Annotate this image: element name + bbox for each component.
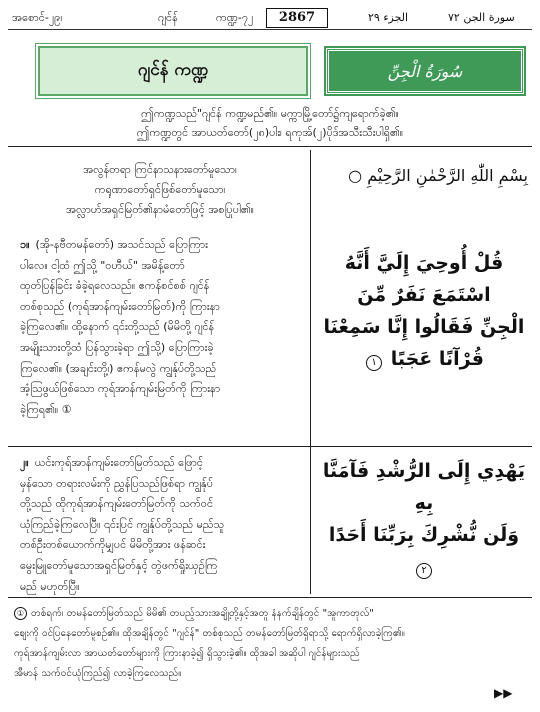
verse-line: မွေးမြူတော်မူသောအရှင်မြတ်နှင့် တွဲဖက်ရှိုးယှဉ်ကြ — [20, 558, 218, 572]
verse-line: အံ့သြဖွယ်ဖြစ်သော ကုရ်အာန်ကျမ်းမြတ်ကို ကြားနာ — [20, 382, 221, 396]
verse-line: ကြလေ၏။ (အချင်းတို့၊) ဧကန်မလွဲ ကျွန်ုပ်တို့သည် — [20, 361, 217, 375]
verse-2-translation — [20, 453, 302, 597]
continue-arrows-icon: ▶▶ — [494, 686, 513, 700]
sura-banner — [8, 42, 532, 100]
verse-line: အမျိုးသားတို့ထံ ပြန်သွားခဲ့ရာ ဤသို့) ပြောကြားခဲ့ — [20, 340, 214, 354]
verse-line: မည် မဟုတ်ပြီ။ — [20, 579, 80, 593]
verse-line: ၁။ (အို-နဗီတမန်တော်) အသင်သည် ပြောကြား — [20, 238, 208, 251]
basmala-line: ကရုဏာတော်ရှင်ဖြစ်တော်မူသော၊ — [94, 183, 226, 196]
verse-number: ၁။ — [20, 238, 30, 251]
divider-middle — [8, 446, 532, 447]
page-number: 2867 — [266, 8, 328, 28]
footnote-line: ကုရ်အာန်ကျမ်းလာ အာယတ်တော်များကို ကြားနာခဲ့၍ ရှိသွားခဲ့၏။ ထိုအခါ အဆိုပါ ဂျင်န်များသည် — [14, 648, 360, 659]
arabic-line: الْجِنِّ فَقَالُوا إِنَّا سَمِعْنَا قُرْآنًا عَجَبًا ١ — [323, 316, 525, 370]
verse-number: ၂။ — [20, 456, 29, 469]
footnote-line: ဈေးကို ဝင်ပြနေတော်မူစဉ်၏။ ထိုအချိန်တွင် "ဂျင်န်" တစ်စုသည် တမန်တော်မြတ်ရှိရာသို့ ရောက်ရှိလာခဲ့ကြ၏။ — [14, 628, 405, 639]
verse-line: ပါလေ။ ငါ့ထံ ဤသို့ "ဝဟီယ်" အမိန့်တော် — [20, 258, 185, 272]
sura-name-label: ဂျင်န် — [158, 11, 178, 24]
juz-label-arabic: الجزء ٢٩ — [368, 11, 409, 24]
verse-2-arabic — [318, 455, 530, 583]
footnote — [14, 604, 530, 684]
basmala-line: အလွန်တရာ ကြင်နာသနားတော်မူသော၊ — [83, 163, 237, 176]
sura-title-arabic: سُورَةُ الْجِنِّ — [387, 61, 463, 81]
verse-line: တို့သည် ထိုကုရ်အာန်ကျမ်းတော်မြတ်ကို သက်ဝင် — [20, 497, 214, 511]
verse-1-arabic — [318, 247, 530, 375]
divider-footnote — [8, 597, 532, 598]
verse-line: ထုတ်ပြန်ခြင်း ခံခဲ့ရလေသည်။ ဧကန်စင်စစ် ဂျင်န် — [20, 279, 210, 293]
intro-line-2: ဤကဏ္ဍတွင် အာယတ်တော်(၂၈)ပါး၊ ရကုအ်(၂)ပိုဒ်အသီးသီးပါရှိ၏။ — [136, 126, 404, 139]
sura-label-arabic: سورة الجن ٧٢ — [448, 11, 515, 24]
ayah-number-mark: ٢ — [416, 563, 432, 579]
basmala-translation — [20, 160, 300, 220]
column-divider — [310, 150, 311, 594]
page-header — [8, 8, 532, 30]
footnote-line: ① တစ်ရက်၊ တမန်တော်မြတ်သည် မိမိ၏ တပည့်သားအချို့တို့နှင့်အတူ နံနက်ချိန်တွင် "အူကာတုလ်" — [14, 604, 530, 624]
arabic-line: وَلَن نُّشْرِكَ بِرَبِّنَا أَحَدًا ٢ — [318, 519, 530, 583]
arabic-line: يَهْدِي إِلَى الرُّشْدِ فَآمَنَّا بِهِ — [322, 460, 526, 514]
arabic-line: قُلْ أُوحِيَ إِلَيَّ أَنَّهُ اسْتَمَعَ نَفَرٌ مِّنَ — [344, 252, 504, 306]
volume-label: အစောင်-၂၉၊ — [12, 11, 63, 24]
divider-top — [8, 146, 532, 147]
verse-line: တစ်စုသည် (ကုရ်အာန်ကျမ်းတော်မြတ်)ကို ကြားနာ — [20, 299, 220, 313]
ayah-number-mark: ١ — [366, 355, 382, 371]
verse-line: ယုံကြည်ခဲ့ကြလေပြီ။ ၎င်းပြင် ကျွန်ုပ်တို့သည် မည်သူ — [20, 517, 225, 531]
sura-title-arabic-box — [326, 48, 524, 94]
intro-line-1: ဤကဏ္ဍသည်"ဂျင်န် ကဏ္ဍမည်၏။ မက္ကာမြို့တော်၌ကျရောက်ခဲ့၏။ — [141, 107, 399, 120]
section-label: ကဏ္ဍ-၇၂ — [216, 11, 254, 24]
verse-line: ၂။ ယင်းကုရ်အာန်ကျမ်းတော်မြတ်သည် ဖြောင့် — [20, 456, 204, 469]
verse-line: ခဲ့ကြလေ၏။ ထို့နောက် ၎င်းတို့သည် (မိမိတို့ ဂျင်န် — [20, 320, 215, 334]
basmala-line: အလ္လာဟ်အရှင်မြတ်၏နာမံတော်ဖြင့် အစပြုပါ၏။ — [66, 203, 254, 216]
verse-line: ခဲ့ကြရ၏။ ① — [20, 402, 72, 416]
sura-title-burmese: ဂျင်န် ကဏ္ဍ — [38, 46, 308, 96]
verse-1-translation — [20, 235, 302, 420]
verse-line: မှန်သော တရားလမ်းကို ညွှန်ပြသည်ဖြစ်ရာ ကျွန်ုပ် — [20, 476, 213, 490]
verse-line: တစ်ဦးတစ်ယောက်ကိုမျှပင် မိမိတို့အား ဖန်ဆင်း — [20, 538, 206, 552]
basmala-arabic: بِسْمِ اللّٰهِ الرَّحْمٰنِ الرَّحِيْمِ ○ — [348, 166, 528, 185]
footnote-line: အီမာန် သက်ဝင်ယုံကြည်၍ လာခဲ့ကြလေသည်။ — [14, 668, 182, 679]
footnote-marker: ① — [14, 607, 27, 620]
